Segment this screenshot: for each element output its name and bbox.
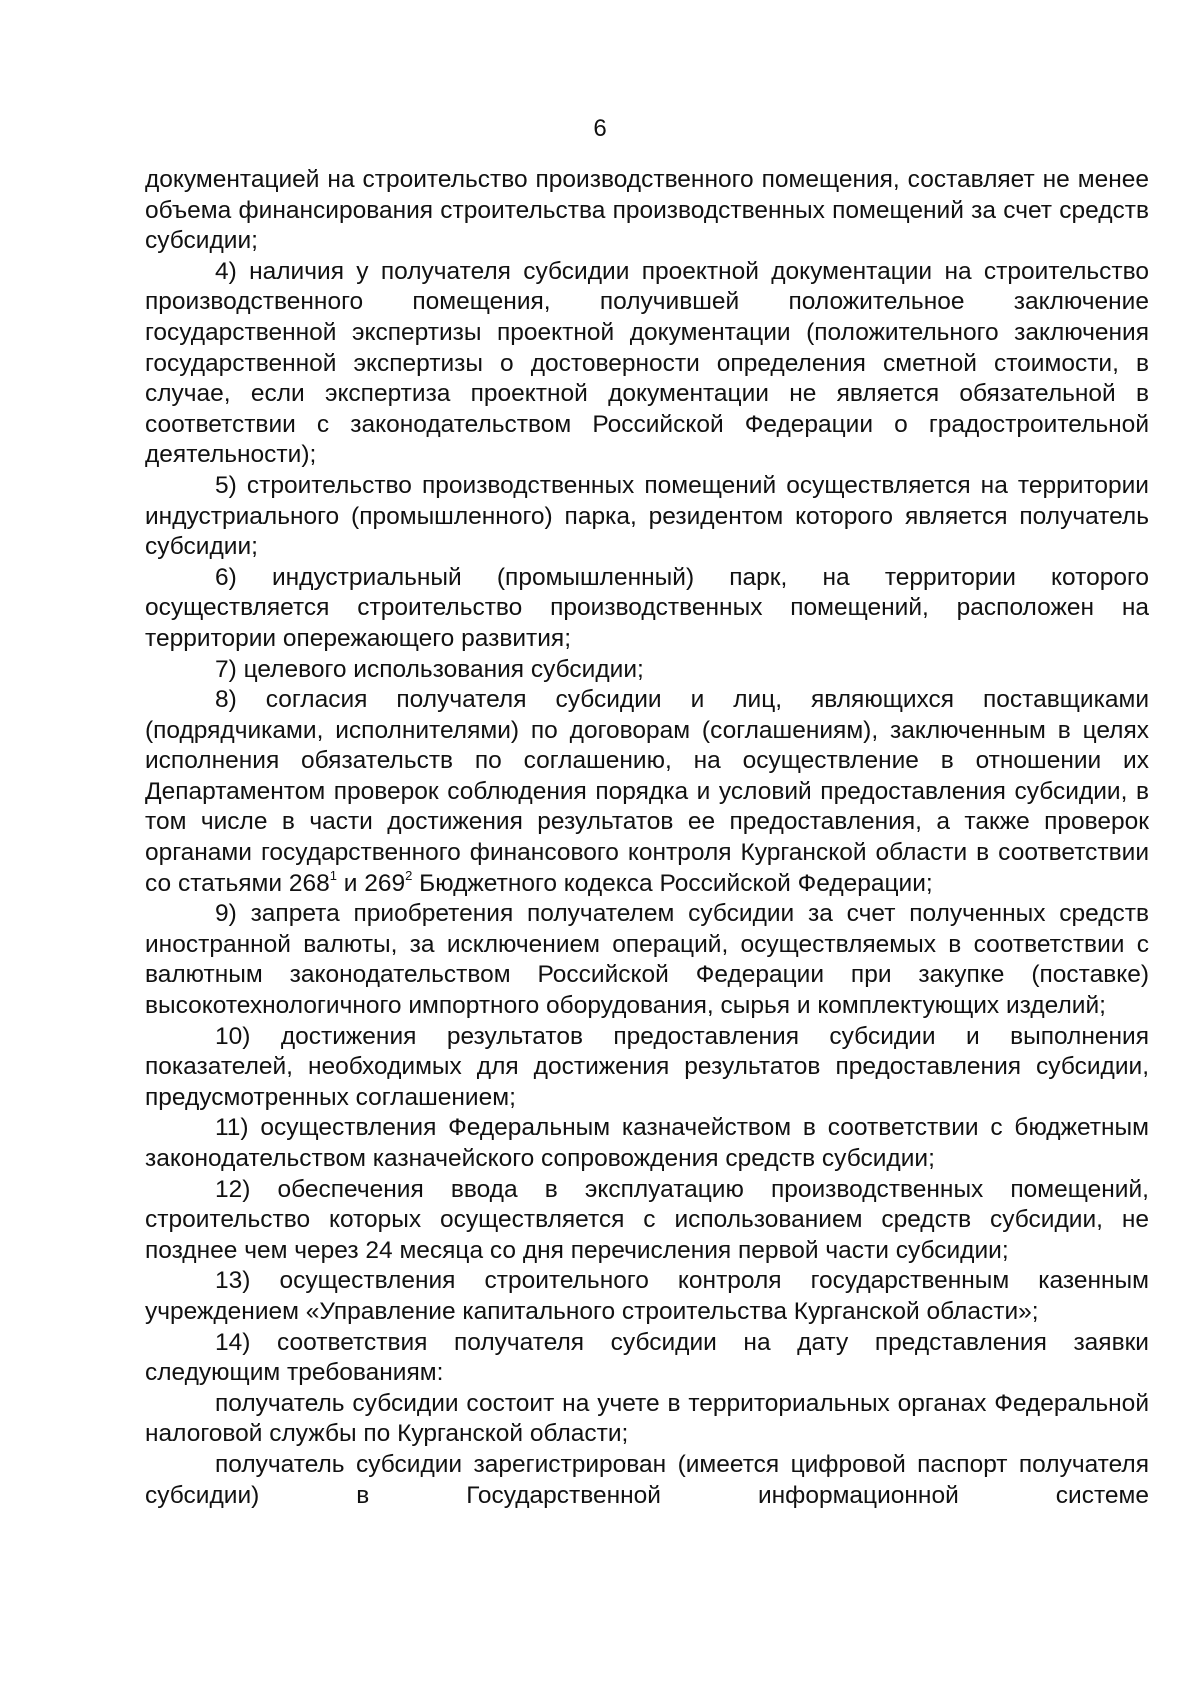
paragraph-requirement-tax-registration: получатель субсидии состоит на учете в территориальных органах Федеральной налоговой службы по Курганской области; [145,1389,1149,1448]
superscript-1: 1 [329,867,337,883]
item-8-text-mid: и 269 [336,869,406,897]
document-body [145,165,1149,1511]
paragraph-item-5: 5) строительство производственных помещений осуществляется на территории индустриального (промышленного) парка, резидентом которого является получатель субсидии; [145,471,1149,561]
paragraph-item-12: 12) обеспечения ввода в эксплуатацию производственных помещений, строительство которых осуществляется с использованием средств субсидии, не позднее чем через 24 месяца со дня перечисления первой части субсидии; [145,1175,1149,1264]
paragraph-continuation: документацией на строительство производственного помещения, составляет не менее объема финансирования строительства производственных помещений за счет средств субсидии; [145,166,1149,255]
item-8-text-before: 8) согласия получателя субсидии и лиц, являющихся поставщиками (подрядчиками, исполнителями) по договорам (соглашениям), заключенным в целях исполнения обязательств по соглашению, на осуществление в отношении их Департаментом проверок соблюдения порядка и условий предоставления субсидии, в том числе в части достижения результатов ее предоставления, а также проверок органами государственного финансового контроля Курганской области в соответствии со статьями 268 [145,686,1149,897]
paragraph-item-8 [145,685,1149,899]
superscript-2: 2 [405,867,413,883]
paragraph-requirement-gis-registration: получатель субсидии зарегистрирован (имеется цифровой паспорт получателя субсидии) в Государственной информационной системе [145,1450,1149,1509]
paragraph-item-14: 14) соответствия получателя субсидии на дату представления заявки следующим требованиям: [145,1328,1149,1387]
paragraph-item-6: 6) индустриальный (промышленный) парк, на территории которого осуществляется строительство производственных помещений, расположен на территории опережающего развития; [145,563,1149,652]
paragraph-item-11: 11) осуществления Федеральным казначейством в соответствии с бюджетным законодательством казначейского сопровождения средств субсидии; [145,1114,1149,1172]
paragraph-item-13: 13) осуществления строительного контроля государственным казенным учреждением «Управление капитального строительства Курганской области»; [145,1267,1149,1325]
paragraph-item-10: 10) достижения результатов предоставления субсидии и выполнения показателей, необходимых для достижения результатов предоставления субсидии, предусмотренных соглашением; [145,1022,1149,1111]
paragraph-item-7: 7) целевого использования субсидии; [215,655,644,683]
paragraph-item-9: 9) запрета приобретения получателем субсидии за счет полученных средств иностранной валюты, за исключением операций, осуществляемых в соответствии с валютным законодательством Российской Федерации при закупке (поставке) высокотехнологичного импортного оборудования, сырья и комплектующих изделий; [145,900,1149,1020]
page-number: 6 [593,115,607,142]
item-8-text-after: Бюджетного кодекса Российской Федерации; [412,869,933,897]
paragraph-item-4: 4) наличия у получателя субсидии проектной документации на строительство производственного помещения, получившей положительное заключение государственной экспертизы проектной документации (положительного заключения государственной экспертизы о достоверности определения сметной стоимости, в случае, если экспертиза проектной документации не является обязательной в соответствии с законодательством Российской Федерации о градостроительной деятельности); [145,257,1149,469]
